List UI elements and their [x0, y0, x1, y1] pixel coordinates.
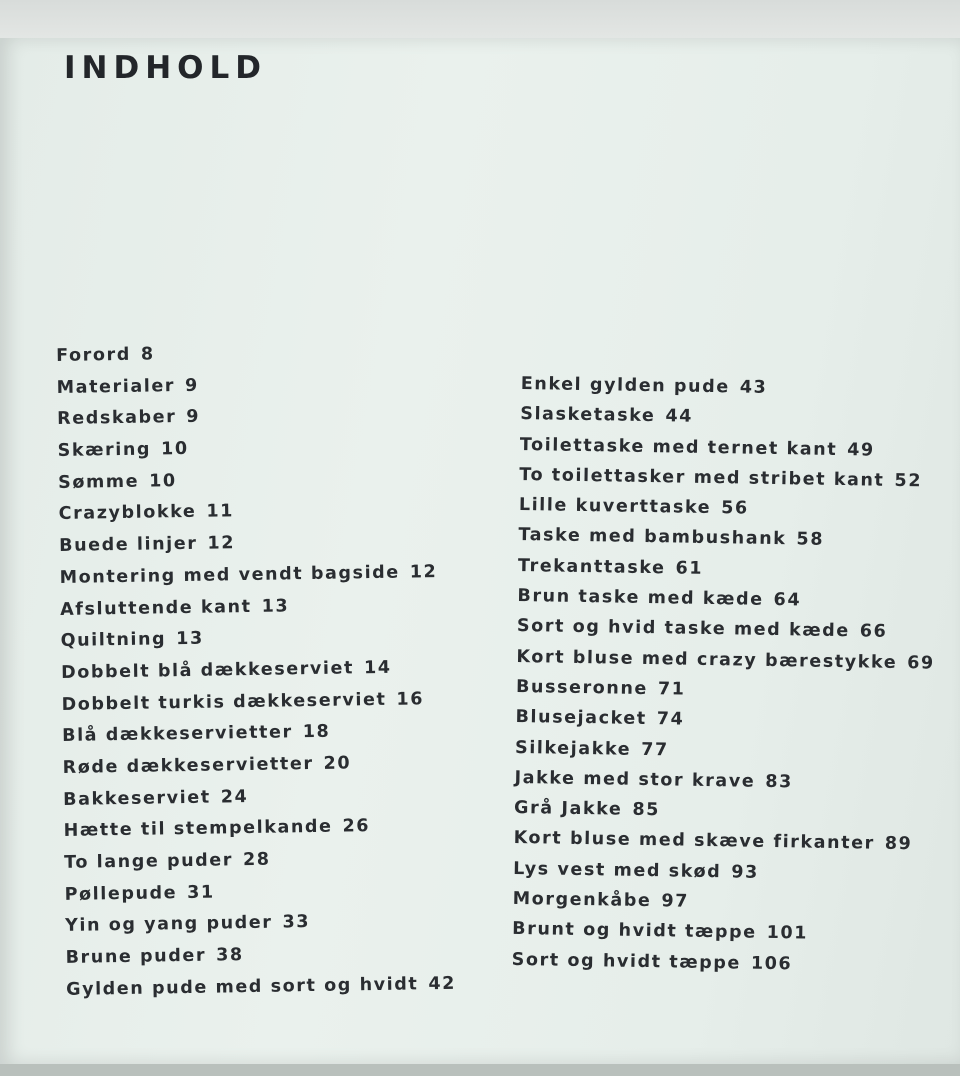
toc-entry-page-number: 11 [206, 501, 235, 523]
toc-entry-page-number: 16 [396, 688, 425, 710]
toc-entry-page-number: 106 [750, 953, 793, 974]
toc-entry-page-number: 43 [739, 377, 768, 398]
toc-entry-title: Dobbelt blå dækkeserviet [61, 658, 355, 683]
toc-entry-page-number: 8 [140, 344, 155, 365]
toc-entry-title: Skæring [57, 439, 152, 462]
toc-entry-page-number: 77 [641, 739, 669, 760]
toc-entry-title: Yin og yang puder [65, 913, 273, 937]
toc-entry-page-number: 31 [186, 882, 215, 903]
toc-entry-page-number: 9 [184, 375, 200, 396]
toc-entry-page-number: 83 [765, 771, 793, 793]
toc-entry-title: Montering med vendt bagside [59, 562, 400, 588]
toc-entry-title: Lille kuverttaske [518, 495, 712, 519]
toc-entry-page-number: 66 [859, 621, 888, 643]
toc-entry-title: Røde dækkeservietter [62, 753, 314, 778]
toc-entry-title: Brune puder [65, 945, 207, 968]
toc-entry-page-number: 64 [773, 590, 802, 611]
toc-entry-title: Buede linjer [59, 533, 198, 557]
toc-entry-title: Afsluttende kant [60, 596, 252, 620]
toc-entry-page-number: 44 [665, 406, 694, 428]
toc-entry-page-number: 89 [884, 834, 913, 855]
toc-entry-title: Quiltning [60, 629, 167, 652]
toc-entry-title: To toilettasker med stribet kant [519, 464, 885, 491]
toc-entry-page-number: 24 [220, 786, 249, 808]
toc-entry-page-number: 10 [148, 470, 177, 492]
toc-entry-page-number: 38 [215, 945, 244, 966]
toc-entry-title: Crazyblokke [58, 502, 197, 525]
toc-entry-title: Pøllepude [64, 882, 178, 905]
toc-entry-title: Sømme [58, 471, 140, 493]
toc-entry-page-number: 71 [657, 679, 686, 700]
toc-entry-title: Slasketaske [520, 404, 656, 427]
toc-entry-title: Blusejacket [515, 707, 647, 730]
toc-entry-title: Redskaber [57, 407, 177, 430]
toc-entry-title: Lys vest med skød [513, 858, 722, 882]
toc-entry-page-number: 97 [661, 891, 690, 912]
toc-entry-title: Sort og hvid taske med kæde [516, 616, 850, 642]
toc-entry-page-number: 18 [302, 721, 331, 743]
toc-entry-title: Dobbelt turkis dækkeserviet [61, 689, 387, 715]
background-surface [0, 0, 960, 38]
toc-entry-title: Toilettaske med ternet kant [519, 434, 838, 460]
toc-entry-title: Enkel gylden pude [520, 373, 730, 398]
toc-entry-page-number: 12 [207, 533, 236, 554]
toc-entry-title: Kort bluse med skæve firkanter [513, 828, 876, 855]
toc-entry-page-number: 13 [261, 595, 290, 617]
toc-column-left [56, 337, 456, 1008]
toc-entry-title: Brun taske med kæde [517, 586, 764, 610]
toc-entry-title: To lange puder [64, 850, 234, 873]
toc-entry-page-number: 52 [894, 470, 923, 492]
toc-entry-page-number: 9 [186, 407, 201, 428]
toc-entry-title: Sort og hvidt tæppe [511, 949, 742, 974]
toc-entry-page-number: 12 [409, 561, 438, 583]
toc-entry-title: Brunt og hvidt tæppe [512, 919, 757, 944]
page-bottom-edge [0, 1064, 960, 1076]
toc-entry-title: Gylden pude med sort og hvidt [66, 974, 419, 1000]
toc-entry-page-number: 101 [766, 923, 809, 944]
toc-entry-title: Silkejakke [514, 737, 632, 760]
toc-entry-title: Hætte til stempelkande [63, 817, 333, 842]
toc-entry-page-number: 69 [907, 652, 935, 674]
toc-entry-page-number: 10 [160, 438, 189, 460]
toc-entry-title: Trekanttaske [517, 555, 666, 579]
toc-entry-title: Morgenkåbe [512, 888, 652, 912]
toc-entry-title: Forord [56, 344, 132, 366]
toc-entry-page-number: 74 [656, 709, 685, 730]
toc-entry-page-number: 28 [242, 849, 271, 871]
toc-entry-page-number: 58 [796, 529, 825, 551]
toc-entry-page-number: 14 [363, 657, 392, 679]
toc-entry-page-number: 85 [632, 799, 661, 821]
toc-entry [66, 971, 456, 1009]
toc-entry-title: Jakke med stor krave [514, 767, 756, 792]
toc-entry-title: Kort bluse med crazy bærestykke [516, 646, 898, 673]
toc-entry-page-number: 61 [675, 558, 704, 579]
toc-entry-title: Materialer [56, 375, 176, 398]
toc-entry-title: Blå dækkeservietter [62, 722, 293, 747]
toc-entry-page-number: 42 [428, 973, 457, 994]
toc-entry-page-number: 56 [721, 498, 749, 519]
toc-entry-title: Taske med bambushank [518, 525, 787, 550]
toc-entry-page-number: 13 [176, 628, 204, 650]
toc-entry-page-number: 20 [323, 753, 352, 774]
toc-entry-title: Bakkeserviet [63, 787, 211, 810]
toc-entry-page-number: 33 [282, 912, 311, 933]
toc-entry-page-number: 49 [847, 439, 875, 461]
toc-column-right [511, 371, 939, 983]
page-title: INDHOLD [64, 50, 267, 86]
toc-entry-page-number: 93 [731, 862, 760, 883]
toc-entry-title: Busseronne [515, 676, 649, 700]
toc-entry-title: Grå Jakke [513, 798, 623, 820]
toc-entry-page-number: 26 [342, 816, 371, 837]
